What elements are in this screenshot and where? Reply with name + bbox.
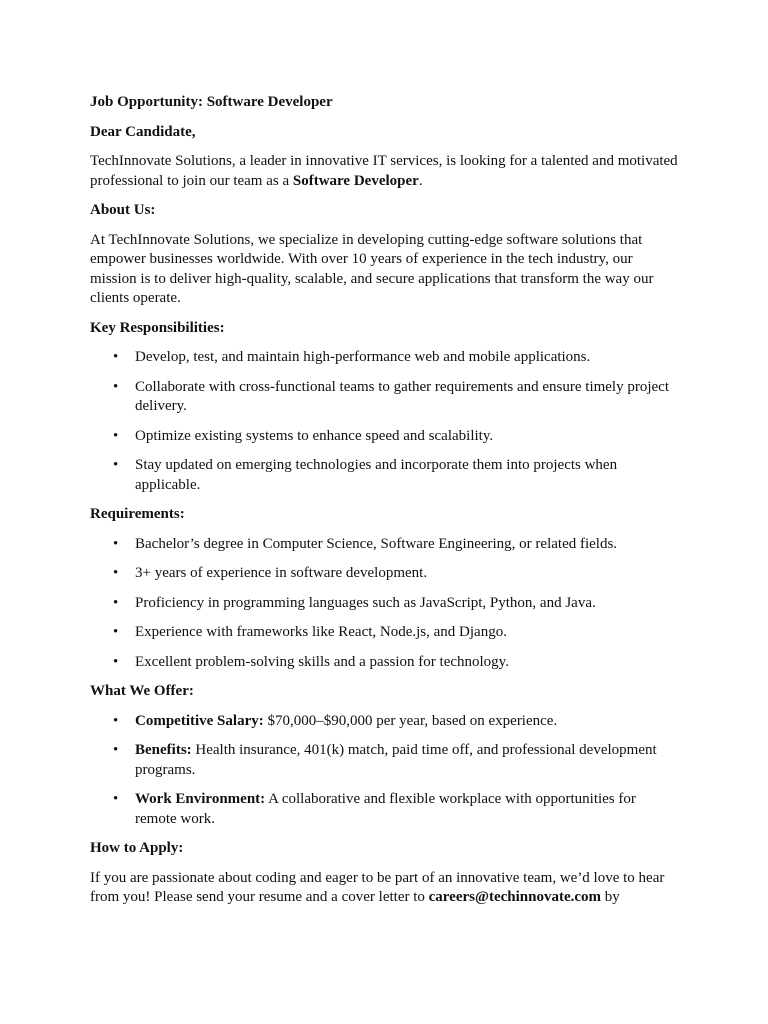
requirements-list [90,535,680,673]
list-item: • Collaborate with cross-functional teams to gather requirements and ensure timely project delivery. [135,378,680,417]
salutation: Dear Candidate, [90,123,196,140]
apply-text-end: by [601,889,620,905]
list-item: • 3+ years of experience in software development. [135,564,680,584]
offer-text: A collaborative and flexible workplace with opportunities for remote work. [135,791,636,827]
apply-text: If you are passionate about coding and eager to be part of an innovative team, we’d love to hear from you! Please send your resume and a cover letter to [90,869,665,905]
responsibilities-list [90,348,680,495]
intro-role: Software Developer [292,172,419,189]
document-page [90,93,680,918]
offer-label: Work Environment: [135,791,266,807]
list-item [135,741,680,780]
intro-text: TechInnovate Solutions, a leader in innovative IT services, is looking for a talented and motivated professional to join our team as a [90,153,678,189]
offer-heading: What We Offer: [90,683,194,699]
list-item: • Proficiency in programming languages such as JavaScript, Python, and Java. [135,594,680,614]
list-item: • Bachelor’s degree in Computer Science, Software Engineering, or related fields. [135,535,680,555]
requirements-heading: Requirements: [90,506,185,522]
intro-paragraph [90,152,680,191]
offer-label: Competitive Salary: [135,712,264,729]
offer-text: Health insurance, 401(k) match, paid time off, and professional development programs. [135,742,657,778]
list-item [135,712,680,732]
about-heading: About Us: [90,202,156,218]
responsibilities-heading: Key Responsibilities: [90,319,225,336]
list-item: • Optimize existing systems to enhance speed and scalability. [135,427,680,447]
list-item: • Stay updated on emerging technologies and incorporate them into projects when applicable. [135,456,680,495]
intro-text-end: . [418,172,423,189]
apply-email: careers@techinnovate.com [428,889,602,905]
apply-heading: How to Apply: [90,840,184,856]
list-item: • Develop, test, and maintain high-performance web and mobile applications. [135,348,680,368]
about-paragraph: At TechInnovate Solutions, we specialize in developing cutting-edge software solutions that empower businesses worldwide. With over 10 years of experience in the tech industry, our mission is to deliver high-quality, scalable, and secure applications that transform the way our clients operate. [90,231,654,306]
offer-label: Benefits: [135,742,192,758]
offer-list [90,712,680,830]
list-item: • Experience with frameworks like React, Node.js, and Django. [135,623,680,643]
document-title: Job Opportunity: Software Developer [90,94,333,110]
list-item [135,790,680,829]
offer-text: $70,000–$90,000 per year, based on experience. [263,712,558,729]
list-item: • Excellent problem-solving skills and a passion for technology. [135,653,680,673]
apply-paragraph [90,869,680,908]
